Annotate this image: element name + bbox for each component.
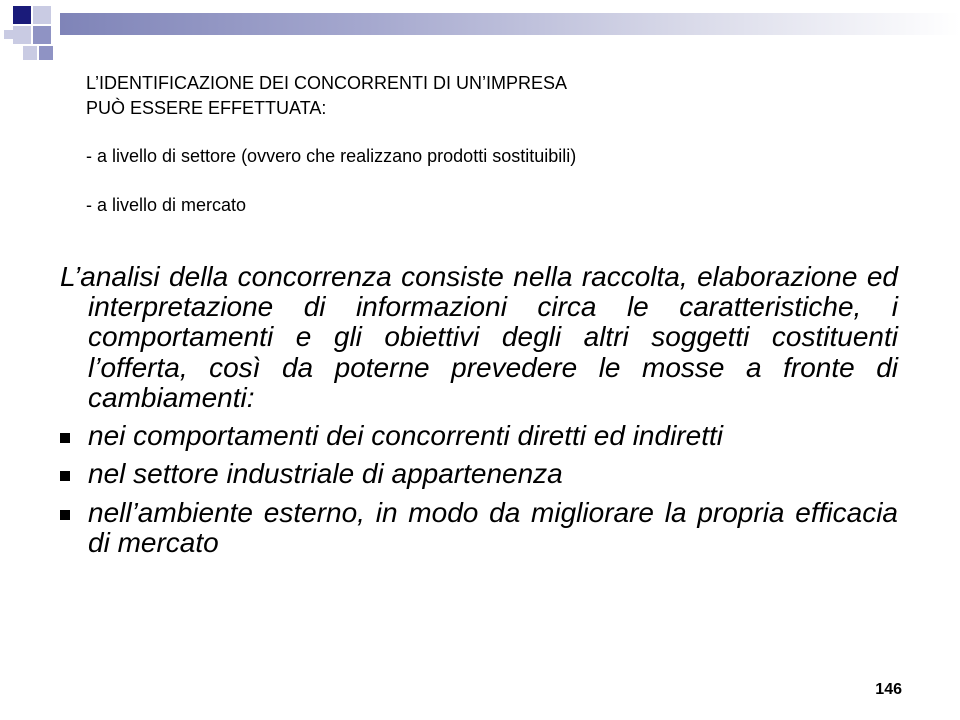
heading-line-2: PUÒ ESSERE EFFETTUATA: <box>86 97 327 118</box>
bullet-list <box>60 421 898 558</box>
deco-square-light <box>13 26 31 44</box>
heading-item-mercato: - a livello di mercato <box>86 194 247 215</box>
heading-line-1: L’IDENTIFICAZIONE DEI CONCORRENTI DI UN’IMPRESA <box>86 73 568 93</box>
square-bullet-icon <box>60 433 70 443</box>
slide-body <box>60 262 898 558</box>
deco-square-light <box>33 6 51 24</box>
deco-square-mid <box>39 46 53 60</box>
bullet-text: nei comportamenti dei concorrenti diretti ed indiretti <box>88 420 723 452</box>
page-number: 146 <box>875 681 902 698</box>
bullet-text: nel settore industriale di appartenenza <box>88 458 563 490</box>
heading-item-settore: - a livello di settore (ovvero che realizzano prodotti sostituibili) <box>86 146 577 166</box>
gradient-bar <box>60 13 960 35</box>
slide-heading <box>86 72 926 216</box>
square-bullet-icon <box>60 510 70 520</box>
deco-square-dark <box>13 6 31 24</box>
bullet-text: nell’ambiente esterno, in modo da migliorare la propria efficacia di mercato <box>88 496 898 558</box>
deco-square-mid <box>33 26 51 44</box>
list-item <box>60 421 898 451</box>
deco-square-light <box>4 30 13 39</box>
deco-square-light <box>23 46 37 60</box>
square-bullet-icon <box>60 471 70 481</box>
list-item <box>60 498 898 558</box>
intro-paragraph: L’analisi della concorrenza consiste nella raccolta, elaborazione ed interpretazione di informazioni circa le caratteristiche, i comportamenti e gli obiettivi degli altri soggetti costituenti l’offerta, così da poterne prevedere le mosse a fronte di cambiamenti: <box>60 261 898 413</box>
list-item <box>60 459 898 489</box>
